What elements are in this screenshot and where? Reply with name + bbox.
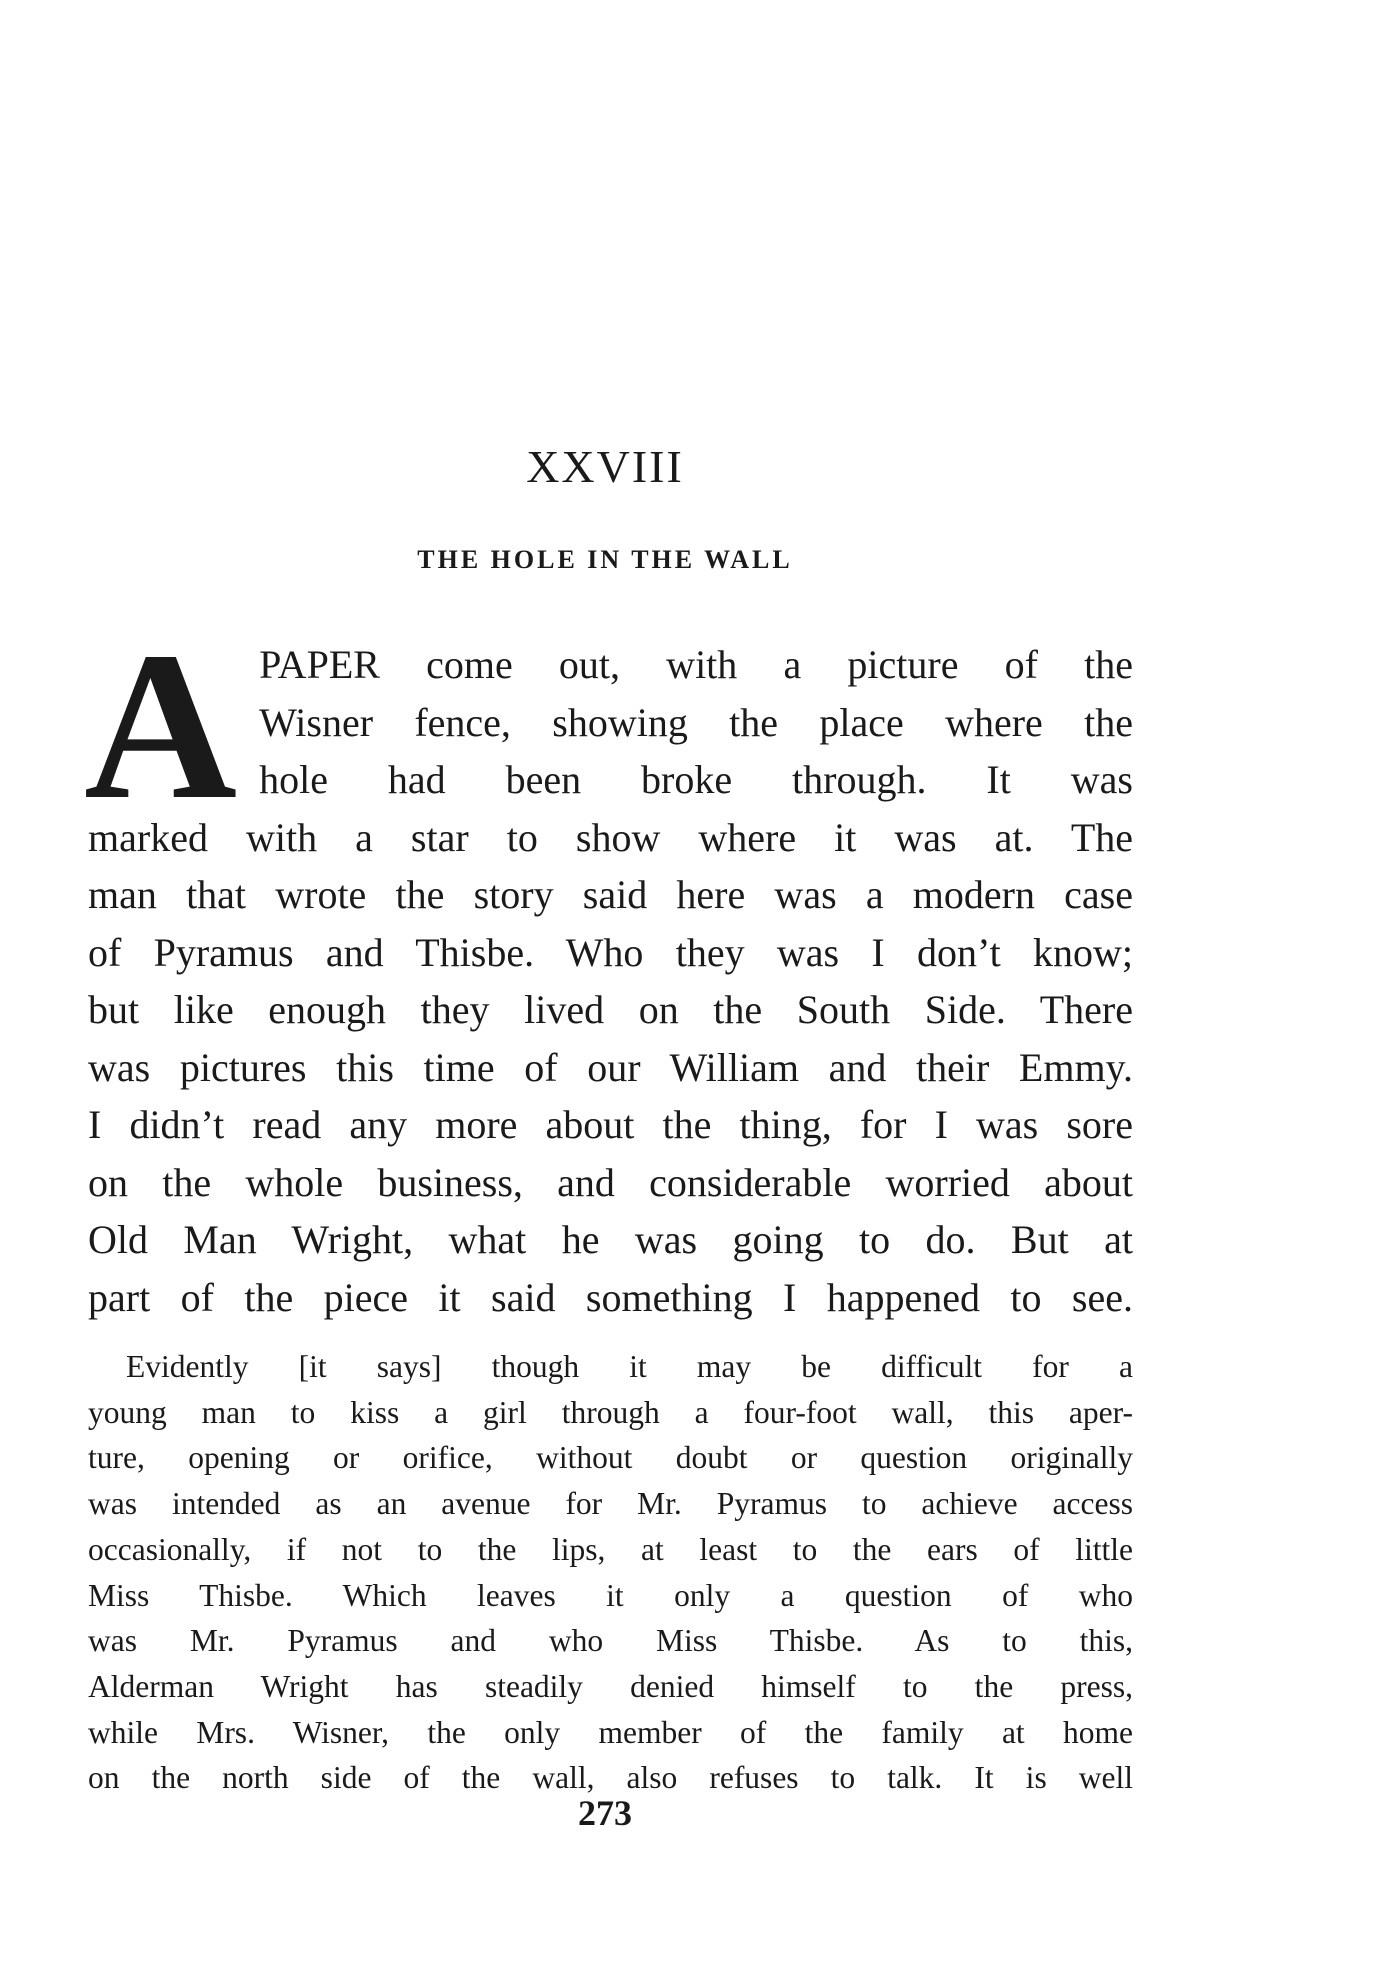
narrative-line: of Pyramus and Thisbe. Who they was I don’t know; xyxy=(88,929,1133,975)
narrative-line: but like enough they lived on the South Side. There xyxy=(88,987,1133,1032)
quotation-line: ture, opening or orifice, without doubt or question originally xyxy=(88,1440,1133,1476)
narrative-line: man that wrote the story said here was a modern case xyxy=(88,872,1133,917)
quotation-line: while Mrs. Wisner, the only member of the family at home xyxy=(88,1714,1133,1750)
quotation-line: young man to kiss a girl through a four-foot wall, this aper- xyxy=(88,1394,1133,1430)
narrative-line: on the whole business, and considerable worried about xyxy=(88,1159,1133,1205)
newspaper-quotation xyxy=(88,1344,1133,1801)
narrative-paragraph xyxy=(84,608,1133,1326)
chapter-title: THE HOLE IN THE WALL xyxy=(417,545,793,574)
narrative-line: Old Man Wright, what he was going to do. But at xyxy=(88,1217,1133,1262)
quotation-line: Miss Thisbe. Which leaves it only a question of who xyxy=(88,1577,1133,1613)
narrative-line: marked with a star to show where it was at. The xyxy=(88,814,1133,860)
quotation-line: occasionally, if not to the lips, at least to the ears of little xyxy=(88,1531,1133,1567)
quotation-line: on the north side of the wall, also refuses to talk. It is well xyxy=(88,1760,1133,1796)
quotation-line: was intended as an avenue for Mr. Pyramus to achieve access xyxy=(88,1486,1133,1522)
page-number: 273 xyxy=(578,1793,632,1833)
drop-cap: A xyxy=(84,608,238,843)
narrative-line: I didn’t read any more about the thing, for I was sore xyxy=(88,1102,1133,1147)
narrative-line: Wisner fence, showing the place where the xyxy=(259,699,1133,745)
narrative-line: PAPER come out, with a picture of the xyxy=(259,642,1133,687)
quotation-line: was Mr. Pyramus and who Miss Thisbe. As to this, xyxy=(88,1623,1133,1659)
narrative-line: part of the piece it said something I happened to see. xyxy=(88,1274,1133,1320)
narrative-line: hole had been broke through. It was xyxy=(259,757,1133,802)
narrative-line: was pictures this time of our William and their Emmy. xyxy=(88,1044,1133,1090)
quotation-line: Evidently [it says] though it may be difficult for a xyxy=(126,1349,1133,1384)
quotation-line: Alderman Wright has steadily denied himself to the press, xyxy=(88,1668,1133,1704)
chapter-number: XXVIII xyxy=(526,441,684,492)
